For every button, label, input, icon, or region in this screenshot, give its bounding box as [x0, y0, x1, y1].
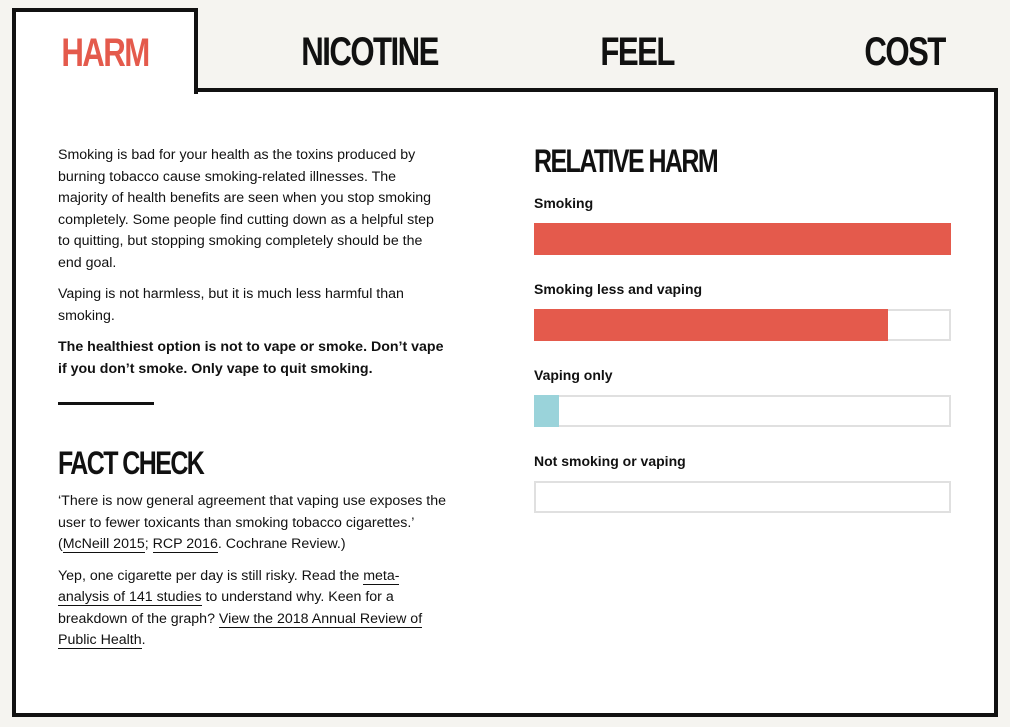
mcneill-link[interactable]: McNeill 2015 — [62, 536, 145, 552]
tab-harm-label: HARM — [61, 30, 149, 75]
harm-bar-label: Smoking less and vaping — [534, 281, 703, 297]
period-text: . — [141, 632, 146, 648]
tab-cost-label: COST — [864, 29, 946, 74]
annual-review-link[interactable]: View the 2018 Annual Review of Public Health — [58, 610, 423, 648]
rcp-link[interactable]: RCP 2016 — [152, 536, 218, 552]
fact-check-heading: FACT CHECK — [58, 445, 204, 481]
meta-analysis-link[interactable]: meta-analysis of 141 studies — [58, 567, 400, 605]
fact-check-quote: ‘There is now general agreement that vaping use exposes the user to fewer toxicants than smoking tobacco cigarettes.’ ( — [58, 493, 447, 552]
risk-text: Yep, one cigarette per day is still risky. Read the — [58, 567, 364, 584]
cochrane-text: . Cochrane Review.) — [217, 536, 346, 552]
section-divider — [58, 402, 154, 405]
citation-separator: ; — [144, 536, 153, 552]
harm-bar-track — [534, 223, 951, 255]
tab-cost[interactable] — [855, 24, 955, 80]
harm-bar-fill — [534, 309, 888, 341]
intro-paragraph-2: Vaping is not harmless, but it is much less harmful than smoking. — [58, 286, 404, 324]
harm-bar-fill — [534, 223, 951, 255]
breakdown-text: to understand why. Keen for a breakdown of the graph? — [58, 589, 394, 627]
intro-paragraph-1: Smoking is bad for your health as the toxins produced by burning tobacco cause smoking-related illnesses. The majority of health benefits are seen when you stop smoking completely. Some people find cutting down as a helpful step to quitting, but stopping smoking completely should be the end goal. — [58, 147, 434, 271]
harm-bar-track — [534, 309, 951, 341]
harm-bar-label: Not smoking or vaping — [534, 453, 686, 469]
intro-column — [58, 145, 448, 662]
tab-feel[interactable] — [590, 24, 685, 80]
relative-harm-heading: RELATIVE HARM — [534, 143, 718, 179]
harm-bar-track — [534, 481, 951, 513]
harm-bar-label: Smoking — [534, 195, 594, 211]
tab-feel-label: FEEL — [600, 29, 675, 74]
relative-harm-column — [534, 143, 952, 535]
fact-check-paragraph-2 — [58, 566, 448, 652]
tab-harm[interactable] — [12, 8, 198, 94]
fact-check-paragraph-1 — [58, 491, 448, 556]
harm-bar-label: Vaping only — [534, 367, 613, 383]
intro-paragraph-3: The healthiest option is not to vape or smoke. Don’t vape if you don’t smoke. Only vape to quit smoking. — [58, 339, 444, 377]
tab-nicotine-label: NICOTINE — [301, 29, 439, 74]
harm-bar-track — [534, 395, 951, 427]
harm-bar-fill — [534, 395, 559, 427]
tab-nicotine[interactable] — [300, 24, 440, 80]
